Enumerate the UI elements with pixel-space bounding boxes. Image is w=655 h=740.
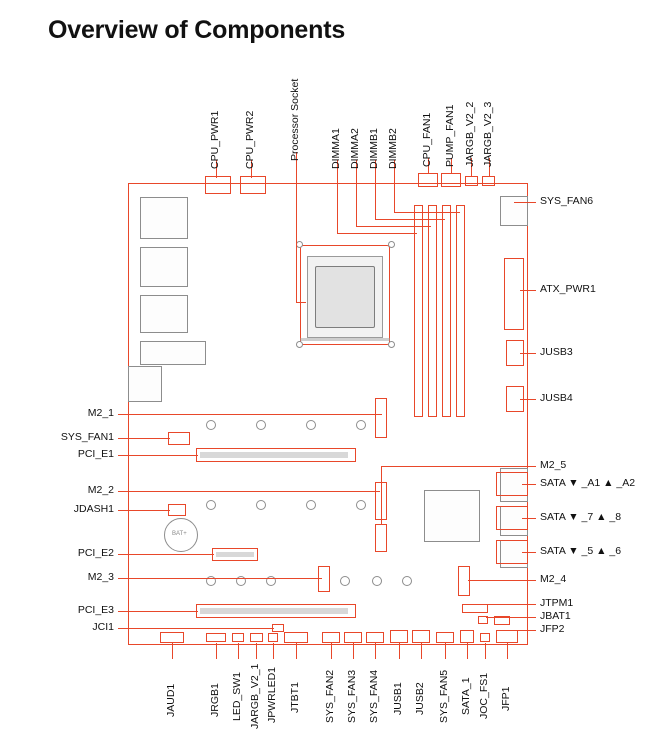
leader-sys-fan5 (445, 643, 446, 659)
leader-dimma1 (337, 160, 338, 233)
label-m2-5: M2_5 (540, 459, 567, 471)
cpu-mount-hole (296, 341, 303, 348)
sys-fan2-header (322, 632, 340, 643)
cpu-mount-hole (388, 241, 395, 248)
m2-5-slot (375, 524, 387, 552)
leader-m2-2 (118, 491, 380, 492)
chipset-heatsink (424, 490, 480, 542)
rear-io-shroud-3 (140, 295, 188, 333)
leader-jci1 (118, 628, 274, 629)
leader-sata-7-8 (522, 518, 536, 519)
label-cpu-pwr2: CPU_PWR2 (244, 110, 256, 169)
leader-dimma2 (356, 160, 357, 226)
leader-sata-a1-a2 (522, 484, 536, 485)
leader-jdash1 (118, 510, 170, 511)
dimm-slot-a2 (428, 205, 437, 417)
label-jrgb1: JRGB1 (209, 683, 221, 717)
board-mount-hole (306, 420, 316, 430)
leader-dimmb2-h (394, 212, 460, 213)
label-m2-1: M2_1 (87, 407, 114, 419)
sys-fan3-header (344, 632, 362, 643)
leader-sata-5-6 (522, 552, 536, 553)
cpu-fan1-header (418, 173, 438, 187)
board-mount-hole (372, 576, 382, 586)
leader-jrgb1 (216, 643, 217, 659)
jpwrled1-header (268, 633, 278, 642)
leader-jpwrled1 (273, 643, 274, 659)
label-jtpm1: JTPM1 (540, 597, 574, 609)
label-dimmb2: DIMMB2 (387, 128, 399, 169)
label-m2-3: M2_3 (87, 571, 114, 583)
m2-1-slot (375, 398, 387, 438)
sys-fan1-header (168, 432, 190, 445)
label-cpu-fan1: CPU_FAN1 (421, 112, 433, 167)
label-processor-socket (290, 41, 301, 161)
label-sys-fan1: SYS_FAN1 (60, 431, 114, 443)
label-jtbt1: JTBT1 (289, 682, 301, 713)
pci-e3-slot-contacts (200, 608, 348, 614)
label-jaud1: JAUD1 (165, 683, 177, 717)
rear-io-panel (128, 366, 162, 402)
page-title: Overview of Components (48, 16, 346, 44)
leader-jusb3 (520, 353, 536, 354)
label-sata-5-6: SATA ▼ _5 ▲ _6 (540, 545, 622, 557)
label-jdash1: JDASH1 (73, 503, 114, 515)
leader-jfp1 (507, 643, 508, 659)
cpu-mount-hole (296, 241, 303, 248)
cpu-pwr2-connector (240, 176, 266, 194)
board-mount-hole (402, 576, 412, 586)
label-jusb2: JUSB2 (414, 682, 426, 715)
leader-processor-socket (296, 152, 297, 302)
leader-sata-1 (467, 643, 468, 659)
label-sata-a1-a2: SATA ▼ _A1 ▲ _A2 (540, 477, 636, 489)
leader-jtbt1 (296, 643, 297, 659)
label-pci-e1: PCI_E1 (77, 448, 114, 460)
label-led-sw1: LED_SW1 (231, 671, 243, 721)
leader-jtpm1 (484, 604, 536, 605)
dimm-slot-a1 (414, 205, 423, 417)
label-sys-fan6: SYS_FAN6 (540, 195, 594, 207)
jdash1-header (168, 504, 186, 516)
pci-e1-slot-contacts (200, 452, 348, 458)
label-jci1: JCI1 (92, 621, 114, 633)
label-sys-fan3: SYS_FAN3 (346, 669, 358, 723)
leader-sys-fan6 (514, 202, 536, 203)
board-mount-hole (356, 420, 366, 430)
jargb-v2-3-header (482, 176, 495, 186)
label-m2-2: M2_2 (87, 484, 114, 496)
pci-e2-slot-contacts (216, 552, 254, 557)
leader-dimma1-h (337, 233, 417, 234)
label-cpu-pwr1: CPU_PWR1 (209, 110, 221, 169)
jfp1-header (496, 630, 518, 643)
label-atx-pwr1: ATX_PWR1 (540, 283, 596, 295)
label-sys-fan2: SYS_FAN2 (324, 669, 336, 723)
leader-atx-pwr1 (520, 290, 536, 291)
cpu-mount-hole (388, 341, 395, 348)
label-jargb-v2-3: JARGB_V2_3 (482, 101, 494, 167)
label-pump-fan1: PUMP_FAN1 (444, 104, 456, 167)
leader-jfp2 (506, 630, 536, 631)
leader-sys-fan1 (118, 438, 170, 439)
jtpm1-header (462, 604, 488, 613)
rear-io-shroud-4 (140, 341, 206, 365)
label-sata-1: SATA_1 (460, 677, 472, 715)
joc-fs1-jumper (480, 633, 490, 642)
label-dimma2: DIMMA2 (349, 128, 361, 169)
label-jusb4: JUSB4 (540, 392, 573, 404)
label-sys-fan4: SYS_FAN4 (368, 669, 380, 723)
cpu-socket-lever (300, 338, 390, 341)
leader-led-sw1 (238, 643, 239, 659)
board-mount-hole (206, 420, 216, 430)
label-sys-fan5: SYS_FAN5 (438, 669, 450, 723)
leader-sys-fan2 (331, 643, 332, 659)
atx-pwr1-connector (504, 258, 524, 330)
leader-m2-5-v (381, 466, 382, 524)
label-m2-4: M2_4 (540, 573, 567, 585)
leader-joc-fs1 (485, 643, 486, 659)
leader-jusb1 (399, 643, 400, 659)
board-mount-hole (306, 500, 316, 510)
led-sw1-switch (232, 633, 244, 642)
board-mount-hole (256, 500, 266, 510)
board-mount-hole (340, 576, 350, 586)
jusb1-header (390, 630, 408, 643)
leader-dimma2-h (356, 226, 431, 227)
leader-pci-e1 (118, 455, 198, 456)
label-jargb-v2-2: JARGB_V2_2 (464, 101, 476, 167)
leader-pci-e3 (118, 611, 198, 612)
jtbt1-header (284, 632, 308, 643)
leader-dimmb1-h (375, 219, 445, 220)
cpu-pwr1-connector (205, 176, 231, 194)
label-processor-socket-line1: Processor Socket (289, 78, 301, 161)
leader-jaud1 (172, 643, 173, 659)
leader-m2-1 (118, 414, 382, 415)
sys-fan4-header (366, 632, 384, 643)
board-mount-hole (206, 500, 216, 510)
jargb-v2-2-header (465, 176, 478, 186)
label-jusb1: JUSB1 (392, 682, 404, 715)
leader-jusb2 (421, 643, 422, 659)
label-jfp2: JFP2 (540, 623, 565, 635)
m2-4-slot (458, 566, 470, 596)
leader-m2-4 (468, 580, 536, 581)
battery-marking: BAT+ (172, 531, 187, 537)
leader-processor-socket-h (296, 302, 306, 303)
board-mount-hole (356, 500, 366, 510)
label-sata-7-8: SATA ▼ _7 ▲ _8 (540, 511, 622, 523)
label-pci-e3: PCI_E3 (77, 604, 114, 616)
label-dimmb1: DIMMB1 (368, 128, 380, 169)
m2-3-slot (318, 566, 330, 592)
leader-m2-3 (118, 578, 322, 579)
rear-io-shroud-2 (140, 247, 188, 287)
label-pci-e2: PCI_E2 (77, 547, 114, 559)
cpu-socket-contacts (315, 266, 375, 328)
right-edge-block-1 (500, 196, 528, 226)
leader-pci-e2 (118, 554, 214, 555)
label-jusb3: JUSB3 (540, 346, 573, 358)
jaud1-header (160, 632, 184, 643)
leader-jbat1 (486, 617, 536, 618)
label-joc-fs1: JOC_FS1 (478, 672, 490, 719)
leader-sys-fan3 (353, 643, 354, 659)
jusb2-header (412, 630, 430, 643)
leader-jusb4 (520, 399, 536, 400)
board-mount-hole (256, 420, 266, 430)
label-dimma1: DIMMA1 (330, 128, 342, 169)
label-jpwrled1: JPWRLED1 (266, 666, 278, 723)
dimm-slot-b1 (442, 205, 451, 417)
sata-1-port (460, 630, 474, 643)
label-jbat1: JBAT1 (540, 610, 571, 622)
leader-jargb-v2-1 (256, 643, 257, 659)
rear-io-shroud-1 (140, 197, 188, 239)
leader-sys-fan4 (375, 643, 376, 659)
label-jargb-v2-1: JARGB_V2_1 (249, 663, 261, 729)
leader-m2-5-h1 (381, 466, 536, 467)
jrgb1-header (206, 633, 226, 642)
pump-fan1-header (441, 173, 461, 187)
jargb-v2-1-header (250, 633, 263, 642)
sys-fan5-header (436, 632, 454, 643)
dimm-slot-b2 (456, 205, 465, 417)
label-jfp1: JFP1 (500, 686, 512, 711)
